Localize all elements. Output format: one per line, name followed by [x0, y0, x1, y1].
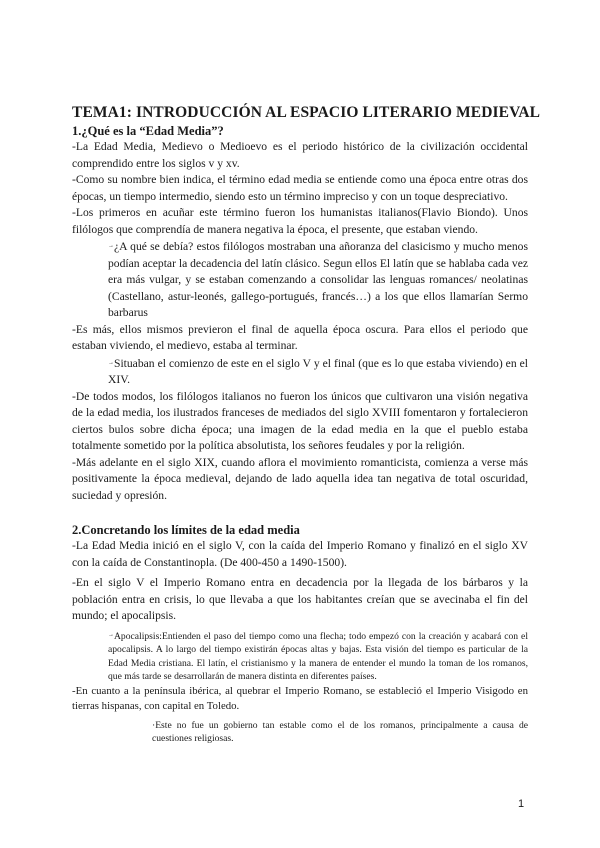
section1-paragraph-5: -De todos modos, los filólogos italianos no fueron los únicos que cultivaron una visión negativa de la edad media, los ilustrados franceses de mediados del siglo XVIII fomentaron y fortalecieron ciertos bulos sobre dicha época; una imagen de la edad media en la que el pueblo estaba totalmente sometido por la política absolutista, los señores feudales y por la religión. — [72, 389, 528, 452]
section1-note-2 — [72, 355, 528, 389]
section1-paragraph-4: -Es más, ellos mismos previeron el final de aquella época oscura. Para ellos el periodo que estaban viviendo, el medievo, estaba al terminar. — [72, 322, 528, 352]
section1-paragraph-3: -Los primeros en acuñar este término fueron los humanistas italianos(Flavio Biondo). Unos filólogos que comprendía de manera negativa la época, el presente, que estaban viendo. — [72, 206, 528, 236]
section1-paragraph-6: -Más adelante en el siglo XIX, cuando aflora el movimiento romanticista, comienza a verse más positivamente la época medieval, dejando de lado aquella idea tan negativa de total oscuridad, suciedad y opresión. — [72, 455, 528, 502]
section2-note-visigodo: ·Este no fue un gobierno tan estable como el de los romanos, principalmente a causa de cuestiones religiosas. — [152, 719, 528, 744]
section2-note-apocalipsis — [72, 629, 528, 684]
arrow-icon: → — [108, 631, 114, 638]
section1-note-1 — [72, 238, 528, 322]
section2-paragraph-2: -En el siglo V el Imperio Romano entra en decadencia por la llegada de los bárbaros y la población entra en crisis, lo que llevaba a que los habitantes creían que se avecinaba el fin del mundo; el apocalipsis. — [72, 576, 528, 622]
section1-note-2-text: Situaban el comienzo de este en el siglo V y el final (que es lo que estaba viviendo) en el XIV. — [108, 356, 528, 386]
section2-note-apocalipsis-text: Apocalipsis:Entienden el paso del tiempo como una flecha; todo empezó con la creación y acabará con el apocalipsis. A lo largo del tiempo existirán épocas altas y bajas. Esta visión del tiempo es particular de la Edad Media cristiana. El latín, el cristianismo y la manera de entender el mundo la toman de los romanos, que más tarde se desarrollarán de manera distinta en diferentes países. — [108, 630, 528, 682]
section1-note-1-text: ¿A qué se debía? estos filólogos mostraban una añoranza del clasicismo y mucho menos podían aceptar la decadencia del latín clásico. Segun ellos El latín que se hablaba cada vez era más vulgar, y se estaban comenzando a consolidar las lenguas romances/ neolatinas (Castellano, astur-leonés, gallego-portugués, francés…) a los que ellos llamarían Sermo barbarus — [108, 240, 528, 319]
section1-paragraph-1: -La Edad Media, Medievo o Medioevo es el periodo histórico de la civilización occidental comprendido entre los siglos v y xv. — [72, 140, 528, 170]
document-body — [72, 103, 541, 746]
section2-heading: 2.Concretando los límites de la edad media — [72, 523, 300, 537]
arrow-icon: → — [108, 359, 114, 366]
arrow-icon: → — [108, 243, 114, 249]
section1-heading: 1.¿Qué es la “Edad Media”? — [72, 124, 224, 138]
section2-paragraph-3: -En cuanto a la península ibérica, al quebrar el Imperio Romano, se estableció el Imperio Visigodo en tierras hispanas, con capital en Toledo. — [72, 684, 528, 712]
section2-paragraph-1: -La Edad Media inició en el siglo V, con la caída del Imperio Romano y finalizó en el siglo XV con la caída de Constantinopla. (De 400-450 a 1490-1500). — [72, 539, 528, 569]
document-title: TEMA1: INTRODUCCIÓN AL ESPACIO LITERARIO MEDIEVAL — [72, 104, 541, 121]
page-number: 1 — [518, 798, 525, 810]
section1-paragraph-2: -Como su nombre bien indica, el término edad media se entiende como una época entre otras dos épocas, un tiempo intermedio, siendo esto un término impreciso y con un toque despreciativo. — [72, 173, 528, 203]
